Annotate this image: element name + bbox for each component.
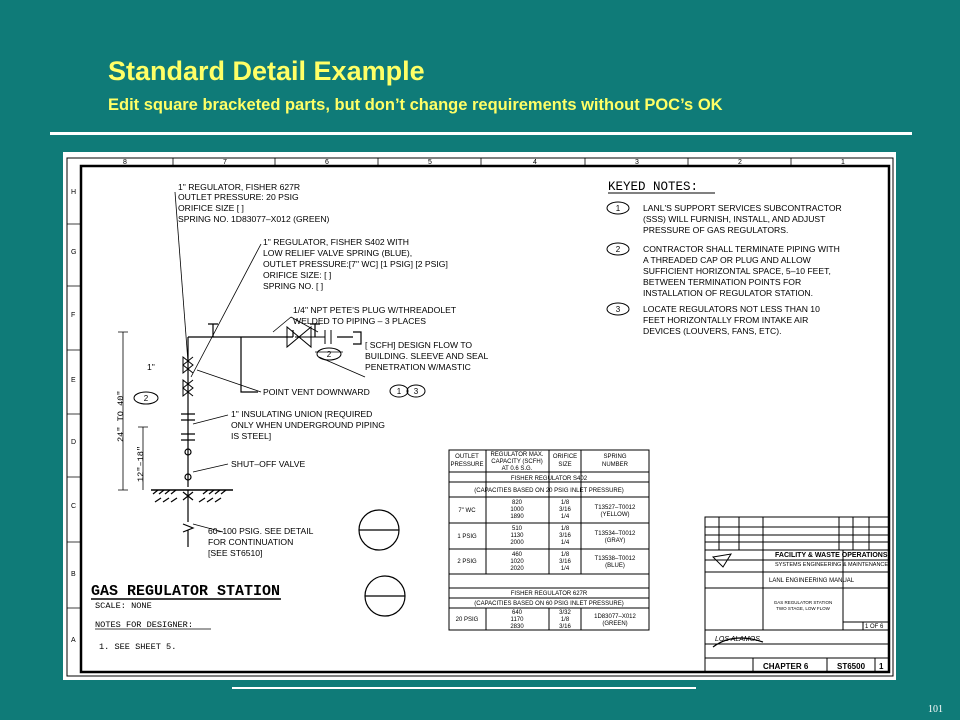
manual-title: LANL ENGINEERING MANUAL (769, 578, 855, 584)
station-title: GAS REGULATOR STATION (91, 583, 281, 600)
table-cell: 640 (511, 610, 523, 616)
table-cell: 20 PSIG (455, 617, 479, 623)
table-cell: T13538–T0012 (594, 556, 636, 562)
dimension-24-40: 24" TO 40" (116, 390, 126, 442)
callout-reg-s402: 1" REGULATOR, FISHER S402 WITH (263, 237, 409, 247)
drawing-svg (63, 152, 896, 680)
bubble-number: 3 (413, 387, 419, 396)
border-number: 3 (635, 159, 639, 166)
callout-union: ONLY WHEN UNDERGROUND PIPING (231, 420, 385, 430)
border-number: 2 (738, 159, 742, 166)
designer-note: 1. SEE SHEET 5. (99, 642, 177, 652)
table-cell: 1130 (510, 533, 524, 539)
table-cell: 460 (511, 552, 523, 558)
table-cell: 3/16 (559, 559, 571, 565)
callout-union: IS STEEL] (231, 431, 272, 441)
border-letter: C (71, 503, 77, 510)
title-block-text (715, 552, 888, 671)
table-cell: 3/16 (559, 624, 571, 630)
sheet-of: 1 OF 6 (865, 624, 884, 630)
table-cell: T13534–T0012 (594, 531, 636, 537)
callout-petes-plug: 1/4" NPT PETE'S PLUG W/THREADOLET (293, 305, 457, 315)
keyed-note-line: SUFFICIENT HORIZONTAL SPACE, 5–10 FEET, (643, 266, 831, 276)
drawing-title-2: TWO STAGE, LOW FLOW (776, 606, 830, 611)
callout-one-inch: 1" (147, 362, 155, 372)
callout-psig-detail: 60–100 PSIG. SEE DETAIL (208, 526, 314, 536)
table-header: OUTLET (455, 454, 479, 460)
slide-subtitle: Edit square bracketed parts, but don’t change requirements without POC’s OK (108, 96, 723, 114)
callout-reg-s402: SPRING NO. [ ] (263, 281, 324, 291)
bubble-number: 2 (143, 394, 149, 403)
org-line-2: SYSTEMS ENGINEERING & MAINTENANCE (775, 562, 889, 568)
keyed-note-bubbles (607, 202, 629, 315)
table-header: CAPACITY (SCFH) (491, 459, 543, 465)
chapter-label: CHAPTER 6 (763, 662, 809, 671)
border-letter: D (71, 439, 77, 446)
keyed-note-line: LOCATE REGULATORS NOT LESS THAN 10 (643, 304, 820, 314)
sheet-number: ST6500 (837, 662, 866, 671)
table-cell: 1/8 (560, 500, 570, 506)
bottom-divider (232, 687, 696, 689)
table-header: SIZE (558, 462, 572, 468)
table-cell: (GREEN) (602, 621, 628, 627)
border-letter: B (71, 571, 76, 578)
border-number: 1 (841, 159, 845, 166)
keyed-note-line: CONTRACTOR SHALL TERMINATE PIPING WITH (643, 244, 840, 254)
section-symbols (359, 510, 405, 616)
callout-reg-s402: ORIFICE SIZE: [ ] (263, 270, 332, 280)
callout-reg-s402: OUTLET PRESSURE:[7" WC] [1 PSIG] [2 PSIG] (263, 259, 448, 269)
table-cell: 510 (511, 526, 523, 532)
table-cell: 3/16 (559, 507, 571, 513)
table-section-subtitle: (CAPACITIES BASED ON 20 PSIG INLET PRESSURE) (474, 488, 624, 494)
bubble-number: 1 (396, 387, 402, 396)
table-cell: 1/4 (560, 540, 570, 546)
top-divider (50, 132, 912, 135)
table-cell: 1/4 (560, 514, 570, 520)
callout-petes-plug: WELDED TO PIPING – 3 PLACES (293, 316, 426, 326)
engineering-drawing (63, 152, 896, 680)
callout-shutoff: SHUT–OFF VALVE (231, 459, 306, 469)
callout-scfh: [ SCFH] DESIGN FLOW TO (365, 340, 473, 350)
table-cell: 1/8 (560, 552, 570, 558)
callout-reg-627: ORIFICE SIZE [ ] (178, 203, 244, 213)
table-cell: 1/8 (560, 526, 570, 532)
keyed-note-line: LANL'S SUPPORT SERVICES SUBCONTRACTOR (643, 203, 842, 213)
border-letter: G (71, 249, 77, 256)
bubble-number: 2 (326, 350, 332, 359)
border-number: 7 (223, 159, 227, 166)
org-line-1: FACILITY & WASTE OPERATIONS (775, 552, 888, 559)
keyed-note-line: BETWEEN TERMINATION POINTS FOR (643, 277, 802, 287)
keyed-note-number: 3 (615, 305, 621, 314)
border-letter: H (71, 189, 77, 196)
border-number: 6 (325, 159, 329, 166)
table-section-title: FISHER REGULATOR 627R (510, 591, 588, 597)
table-cell: 1170 (510, 617, 524, 623)
table-cell: 1D83077–X012 (594, 614, 636, 620)
table-cell: (YELLOW) (600, 512, 630, 518)
border-number: 4 (533, 159, 537, 166)
callout-vent: POINT VENT DOWNWARD (263, 387, 370, 397)
keyed-note-line: (SSS) WILL FURNISH, INSTALL, AND ADJUST (643, 214, 826, 224)
border-number: 8 (123, 159, 127, 166)
table-cell: 3/16 (559, 533, 571, 539)
table-cell: 2830 (510, 624, 524, 630)
table-cell: (BLUE) (605, 563, 625, 569)
callout-psig-detail: [SEE ST6510] (208, 548, 263, 558)
table-cell: 1000 (510, 507, 524, 513)
callout-reg-627: OUTLET PRESSURE: 20 PSIG (178, 192, 299, 202)
callout-scfh: BUILDING. SLEEVE AND SEAL (365, 351, 489, 361)
callout-reg-s402: LOW RELIEF VALVE SPRING (BLUE), (263, 248, 413, 258)
callout-psig-detail: FOR CONTINUATION (208, 537, 294, 547)
table-header: ORIFICE (552, 454, 578, 460)
table-cell: 1/8 (560, 617, 570, 623)
table-cell: 2 PSIG (457, 559, 477, 565)
table-cell: 1890 (510, 514, 524, 520)
title-block (705, 517, 889, 672)
table-header: PRESSURE (450, 462, 484, 468)
callout-reg-627: 1" REGULATOR, FISHER 627R (178, 182, 301, 192)
table-section-subtitle: (CAPACITIES BASED ON 60 PSIG INLET PRESSURE) (474, 601, 624, 607)
table-cell: T13527–T0012 (594, 505, 636, 511)
drawing-title-1: GAS REGULATOR STATION (773, 600, 833, 605)
table-cell: 1/4 (560, 566, 570, 572)
table-cell: 1 PSIG (457, 534, 477, 540)
table-cell: 1020 (510, 559, 524, 565)
scale-label: SCALE: NONE (95, 601, 152, 611)
keyed-note-line: PRESSURE OF GAS REGULATORS. (643, 225, 789, 235)
table-header: REGULATOR MAX. (490, 452, 544, 458)
keyed-note-line: A THREADED CAP OR PLUG AND ALLOW (643, 255, 811, 265)
slide-title: Standard Detail Example (108, 56, 425, 86)
table-cell: 820 (511, 500, 523, 506)
table-cell: 3/32 (559, 610, 571, 616)
callout-reg-627: SPRING NO. 1D83077–X012 (GREEN) (178, 214, 330, 224)
callout-scfh: PENETRATION W/MASTIC (365, 362, 471, 372)
table-text (450, 452, 636, 630)
page-number: 101 (928, 704, 943, 715)
table-section-title: FISHER REGULATOR S402 (510, 476, 588, 482)
lab-name: LOS ALAMOS (715, 636, 760, 643)
table-cell: 2000 (510, 540, 524, 546)
keyed-note-line: INSTALLATION OF REGULATOR STATION. (643, 288, 813, 298)
table-cell: 7" WC (458, 508, 476, 514)
revision: 1 (879, 662, 884, 671)
border-letters (71, 189, 76, 644)
border-letter: F (71, 312, 76, 319)
designer-notes-heading: NOTES FOR DESIGNER: (95, 620, 193, 630)
keyed-note-line: FEET HORIZONTALLY FROM INTAKE AIR (643, 315, 809, 325)
table-cell: 2020 (510, 566, 524, 572)
border-number: 5 (428, 159, 432, 166)
keyed-notes-heading: KEYED NOTES: (608, 180, 699, 194)
keyed-note-line: DEVICES (LOUVERS, FANS, ETC). (643, 326, 782, 336)
table-header: AT 0.6 S.G. (501, 466, 533, 472)
border-letter: E (71, 377, 76, 384)
callout-union: 1" INSULATING UNION [REQUIRED (231, 409, 373, 419)
border-letter: A (71, 637, 76, 644)
keyed-note-number: 2 (615, 245, 621, 254)
table-header: NUMBER (601, 462, 629, 468)
dimension-12-18: 12"–18" (136, 445, 146, 482)
table-cell: (GRAY) (604, 538, 626, 544)
table-header: SPRING (603, 454, 627, 460)
keyed-note-number: 1 (615, 204, 621, 213)
